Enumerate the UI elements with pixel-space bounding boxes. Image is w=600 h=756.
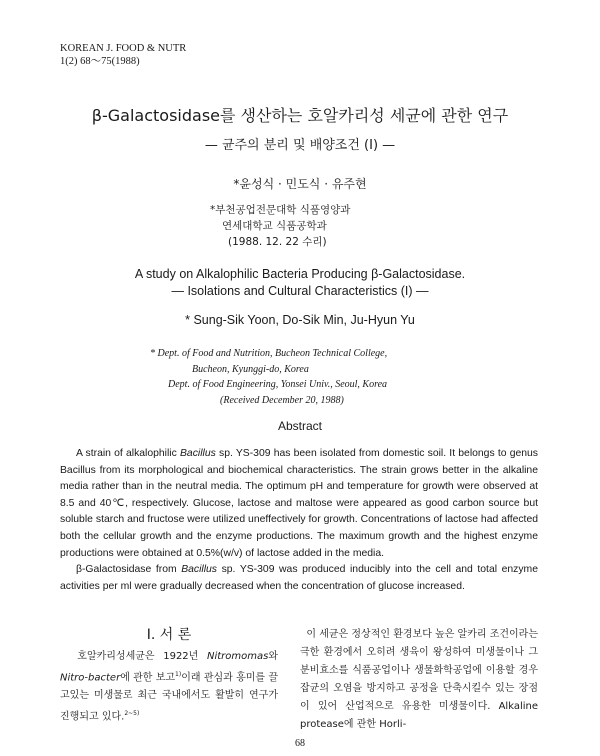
affiliation-english [150,346,387,408]
genus-name: Bacillus [181,564,218,576]
affiliation-english-line3: Dept. of Food Engineering, Yonsei Univ., Seoul, Korea [168,379,388,390]
body-column-left [60,624,278,727]
genus-name: Nitro-bacter [60,672,121,684]
abstract-heading: Abstract [277,419,322,433]
abstract-body [60,446,538,595]
title-english-line1: A study on Alkalophilic Bacteria Producing β-Galactosidase. [134,267,466,281]
section-heading-introduction: I. 서 론 [146,627,192,643]
body-paragraph-right: 이 세균은 정상적인 환경보다 높은 알카리 조건이라는 극한 환경에서 오히려 생육이 왕성하여 미생물이나 그 분비효소를 식품공업이나 생물화학공업에 이용할 경우 잡균의 오염을 방지하고 공정을 단축시킬수 있는 장점이 있어 산업적으로 유용한 미생물이다. Alkaline protease에 관한 Horli- [300,629,539,730]
reference-marker: 1) [175,671,182,678]
affiliation-korean [210,202,350,250]
authors-english: * Sung-Sik Yoon, Do-Sik Min, Ju-Hyun Yu [185,313,415,327]
paper-title-english [0,266,600,300]
received-date-korean: (1988. 12. 22 수리) [228,236,327,248]
abstract-paragraph: A strain of alkalophilic Bacillus sp. YS-309 has been isolated from domestic soil. It belongs to genus Bacillus from its morphological and biochemical characteristics. The strain grows better in the alkaline media rather than in the neutral media. The optimum pH and temperature for growth were observed at 8.5 and 40℃, respectively. Glucose, lactose and maltose were appeared as good carbon source but soluble starch and fructose were utilized uneffectively for growth. Concentrations of lactose had affected both the cellular growth and the enzyme productions. The maximum growth and the highest enzyme productions were obtained at 0.5%(w/v) of lactose added in the media. [60,448,539,559]
affiliation-english-line2: Bucheon, Kyunggi-do, Korea [192,363,309,375]
affiliation-korean-line1: *부천공업전문대학 식품영양과 [210,204,351,216]
reference-marker: 2~5) [124,710,140,718]
received-date-english: (Received December 20, 1988) [220,394,344,406]
page-number: 68 [295,738,305,749]
journal-volume: 1(2) 68～75(1988) [60,56,140,67]
journal-header [60,42,186,68]
body-paragraph-left: 호알카리성세균은 1922년 Nitromomas와 Nitro-bacter에 관한 보고$^{1)}$이래 관심과 흥미를 끌고있는 미생물로 최근 국내에서도 활발히 연구가 진행되고 있다.$^{2\sim 5)}$ [60,651,279,723]
title-english-line2: — Isolations and Cultural Characteristics (I) — [171,284,429,298]
paper-title-korean: β-Galactosidase를 생산하는 호알카리성 세균에 관한 연구 [91,106,509,125]
body-column-right [300,626,538,734]
abstract-paragraph: β-Galactosidase from Bacillus sp. YS-309 was produced inducibly into the cell and total enzyme activities per ml were gradually decreased when the concentration of glucose increased. [60,564,538,592]
genus-name: Nitromomas [206,651,269,662]
genus-name: Bacillus [180,448,216,459]
affiliation-english-line1: * Dept. of Food and Nutrition, Bucheon Technical College, [150,348,388,359]
journal-name: KOREAN J. FOOD & NUTR [60,43,187,54]
authors-korean: *윤성식 · 민도식 · 유주현 [233,177,367,191]
paper-subtitle-korean: — 균주의 분리 및 배양조건 (I) — [204,138,396,153]
affiliation-korean-line2: 연세대학교 식품공학과 [222,220,327,232]
